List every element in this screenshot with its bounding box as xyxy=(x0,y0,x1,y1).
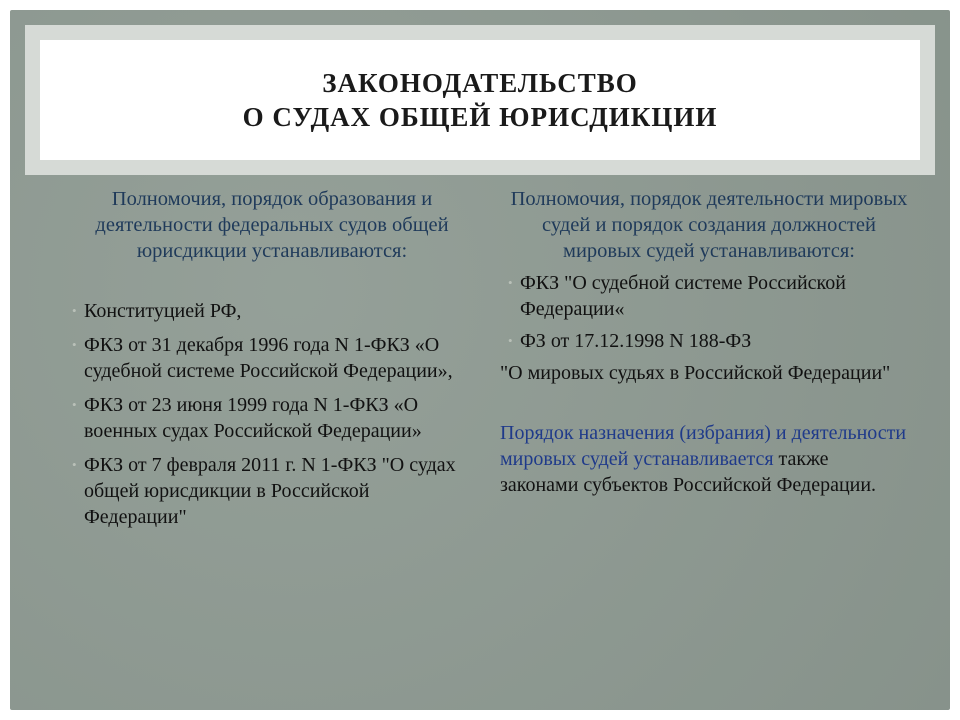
list-item xyxy=(72,298,472,324)
title-box xyxy=(40,40,920,160)
list-item-text: ФЗ от 17.12.1998 N 188-ФЗ xyxy=(520,330,752,352)
list-item-text: Конституцией РФ, xyxy=(84,300,242,322)
right-list xyxy=(500,270,910,354)
bullet-icon: • xyxy=(72,337,77,352)
left-lead-text: Полномочия, порядок образования и деятельности федеральных судов общей юрисдикции устанавливаются: xyxy=(95,188,449,262)
note-rest: также законами субъектов Российской Федерации. xyxy=(500,448,877,496)
title-band xyxy=(25,25,935,175)
title-line-1: ЗАКОНОДАТЕЛЬСТВО xyxy=(322,68,638,98)
bullet-icon: • xyxy=(72,457,77,472)
list-item xyxy=(72,452,472,530)
bullet-icon: • xyxy=(508,333,513,348)
list-item xyxy=(72,392,472,444)
list-item xyxy=(500,328,910,354)
left-list xyxy=(72,298,472,530)
list-item-text: ФКЗ от 23 июня 1999 года N 1-ФКЗ «О военных судах Российской Федерации» xyxy=(84,394,422,442)
magistrates-note xyxy=(500,420,910,498)
law-title-continuation: "О мировых судьях в Российской Федерации" xyxy=(500,362,891,384)
list-item-text: ФКЗ "О судебной системе Российской Федерации« xyxy=(520,272,846,320)
bullet-icon: • xyxy=(72,303,77,318)
bullet-icon: • xyxy=(508,275,513,290)
right-lead-text: Полномочия, порядок деятельности мировых судей и порядок создания должностей мировых судей устанавливаются: xyxy=(510,188,908,262)
list-item-text: ФКЗ от 7 февраля 2011 г. N 1-ФКЗ "О судах общей юрисдикции в Российской Федерации" xyxy=(84,454,456,528)
list-item-text: ФКЗ от 31 декабря 1996 года N 1-ФКЗ «О судебной системе Российской Федерации», xyxy=(84,334,453,382)
list-item xyxy=(72,332,472,384)
left-column xyxy=(72,186,472,538)
list-item xyxy=(500,270,910,322)
title-line-2: О СУДАХ ОБЩЕЙ ЮРИСДИКЦИИ xyxy=(242,102,718,132)
right-column xyxy=(500,186,910,498)
note-highlight: Порядок назначения (избрания) и деятельности мировых судей устанавливается xyxy=(500,422,907,470)
bullet-icon: • xyxy=(72,397,77,412)
